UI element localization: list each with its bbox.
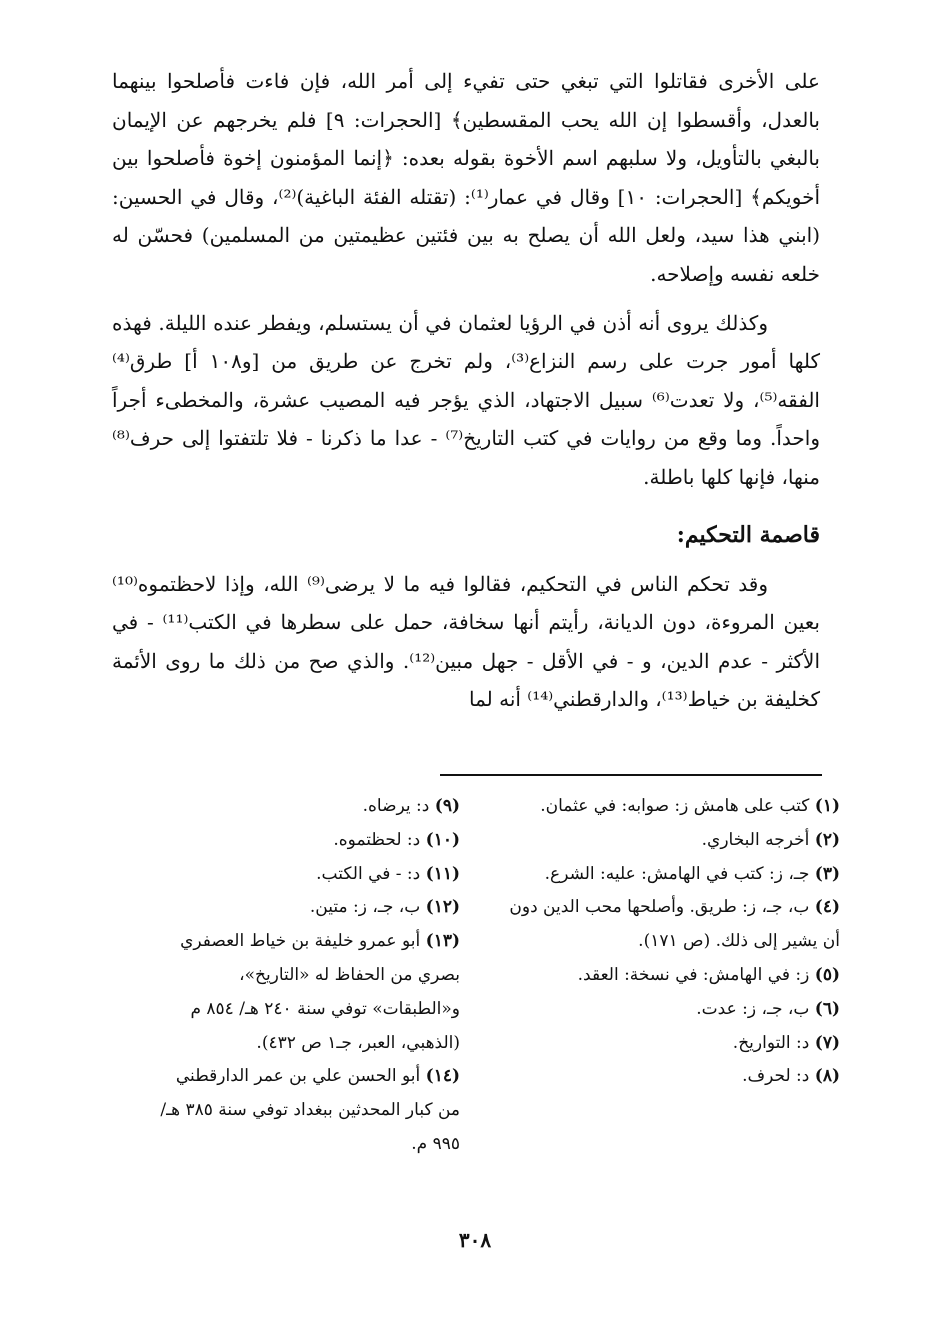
footnote-item: (١٢) ب، جـ، ز: متين. [309,897,460,918]
footnote-item: (١١) د: - في الكتب. [316,863,460,884]
main-text-block [112,62,820,719]
footnote-item: (١) كتب على هامش ز: صوابه: في عثمان. [540,796,840,816]
footnote-item: (١٠) د: لحظتموه. [333,829,460,850]
footnote-item: (٤) ب، جـ، ز: طريق. وأصلحها محب الدين دون أن يشير إلى ذلك. (ص ١٧١). [509,897,840,952]
paragraph-2: وكذلك يروى أنه أذن في الرؤيا لعثمان في أن يستسلم، ويفطر عنده الليلة. فهذه كلها أمور جرت على رسم النزاع⁽³⁾، ولم تخرج عن طريق من [و١٠٨ أ] طرق⁽⁴⁾ الفقه⁽⁵⁾، ولا تعدت⁽⁶⁾ سبيل الاجتهاد، الذي يؤجر فيه المصيب عشرة، والمخطىء أجراً واحداً. وما وقع من روايات في كتب التاريخ⁽⁷⁾ - عدا ما ذكرنا - فلا تلتفتوا إلى حرف⁽⁸⁾ منها، فإنها كلها باطلة. [112,310,821,489]
footnote-item: (٥) ز: في الهامش: في نسخة: العقد. [577,964,840,985]
footnote-item: (١٣) أبو عمرو خليفة بن خياط العصفري بصري من الحفاظ له «التاريخ»، و«الطبقات» توفي سنة ٢٤٠ هـ/ ٨٥٤ م (الذهبي، العبر، جـ١ ص ٤٣٢). [180,931,460,1053]
footnote-item: (٣) جـ، ز: كتب في الهامش: عليه: الشرع. [544,863,840,884]
footnotes-column-left [160,790,460,1162]
paragraph-3: وقد تحكم الناس في التحكيم، فقالوا فيه ما لا يرضى⁽⁹⁾ الله، وإذا لاحظتموه⁽¹⁰⁾ بعين المروءة، دون الديانة، رأيتم أنها سخافة، حمل على سطرها في الكتب⁽¹¹⁾ - في الأكثر - عدم الدين، و - في الأقل - جهل مبين⁽¹²⁾. والذي صح من ذلك ما روى الأئمة كخليفة بن خياط⁽¹³⁾، والدارقطني⁽¹⁴⁾ أنه لما [112,571,820,712]
page-number: ٣٠٨ [458,1228,492,1252]
footnote-item: (٩) د: يرضاه. [362,796,460,816]
footnote-item: (٢) أخرجه البخاري. [701,829,840,850]
footnote-item: (١٤) أبو الحسن علي بن عمر الدارقطني من كبار المحدثين ببغداد توفي سنة ٣٨٥ هـ/ ٩٩٥ م. [160,1066,460,1154]
footnote-item: (٨) د: لحرف. [742,1066,840,1087]
footnote-divider [440,774,822,776]
paragraph-1: على الأخرى فقاتلوا التي تبغي حتى تفيء إلى أمر الله، فإن فاءت فأصلحوا بينهما بالعدل، وأقسطوا إن الله يحب المقسطين﴾ [الحجرات: ٩] فلم يخرجهم عن الإيمان بالبغي بالتأويل، ولا سلبهم اسم الأخوة بقوله بعده: ﴿إنما المؤمنون إخوة فأصلحوا بين أخويكم﴾ [الحجرات: ١٠] وقال في عمار⁽¹⁾: (تقتله الفئة الباغية)⁽²⁾، وقال في الحسين: (ابني هذا سيد، ولعل الله أن يصلح به بين فئتين عظيمتين من المسلمين) فحسّن له خلعه نفسه وإصلاحه. [112,69,821,286]
footnote-item: (٧) د: التواريخ. [732,1032,840,1053]
footnotes-column-right [505,790,840,1094]
section-heading: قاصمة التحكيم: [676,521,820,548]
footnote-item: (٦) ب، جـ، ز: عدت. [696,998,840,1019]
